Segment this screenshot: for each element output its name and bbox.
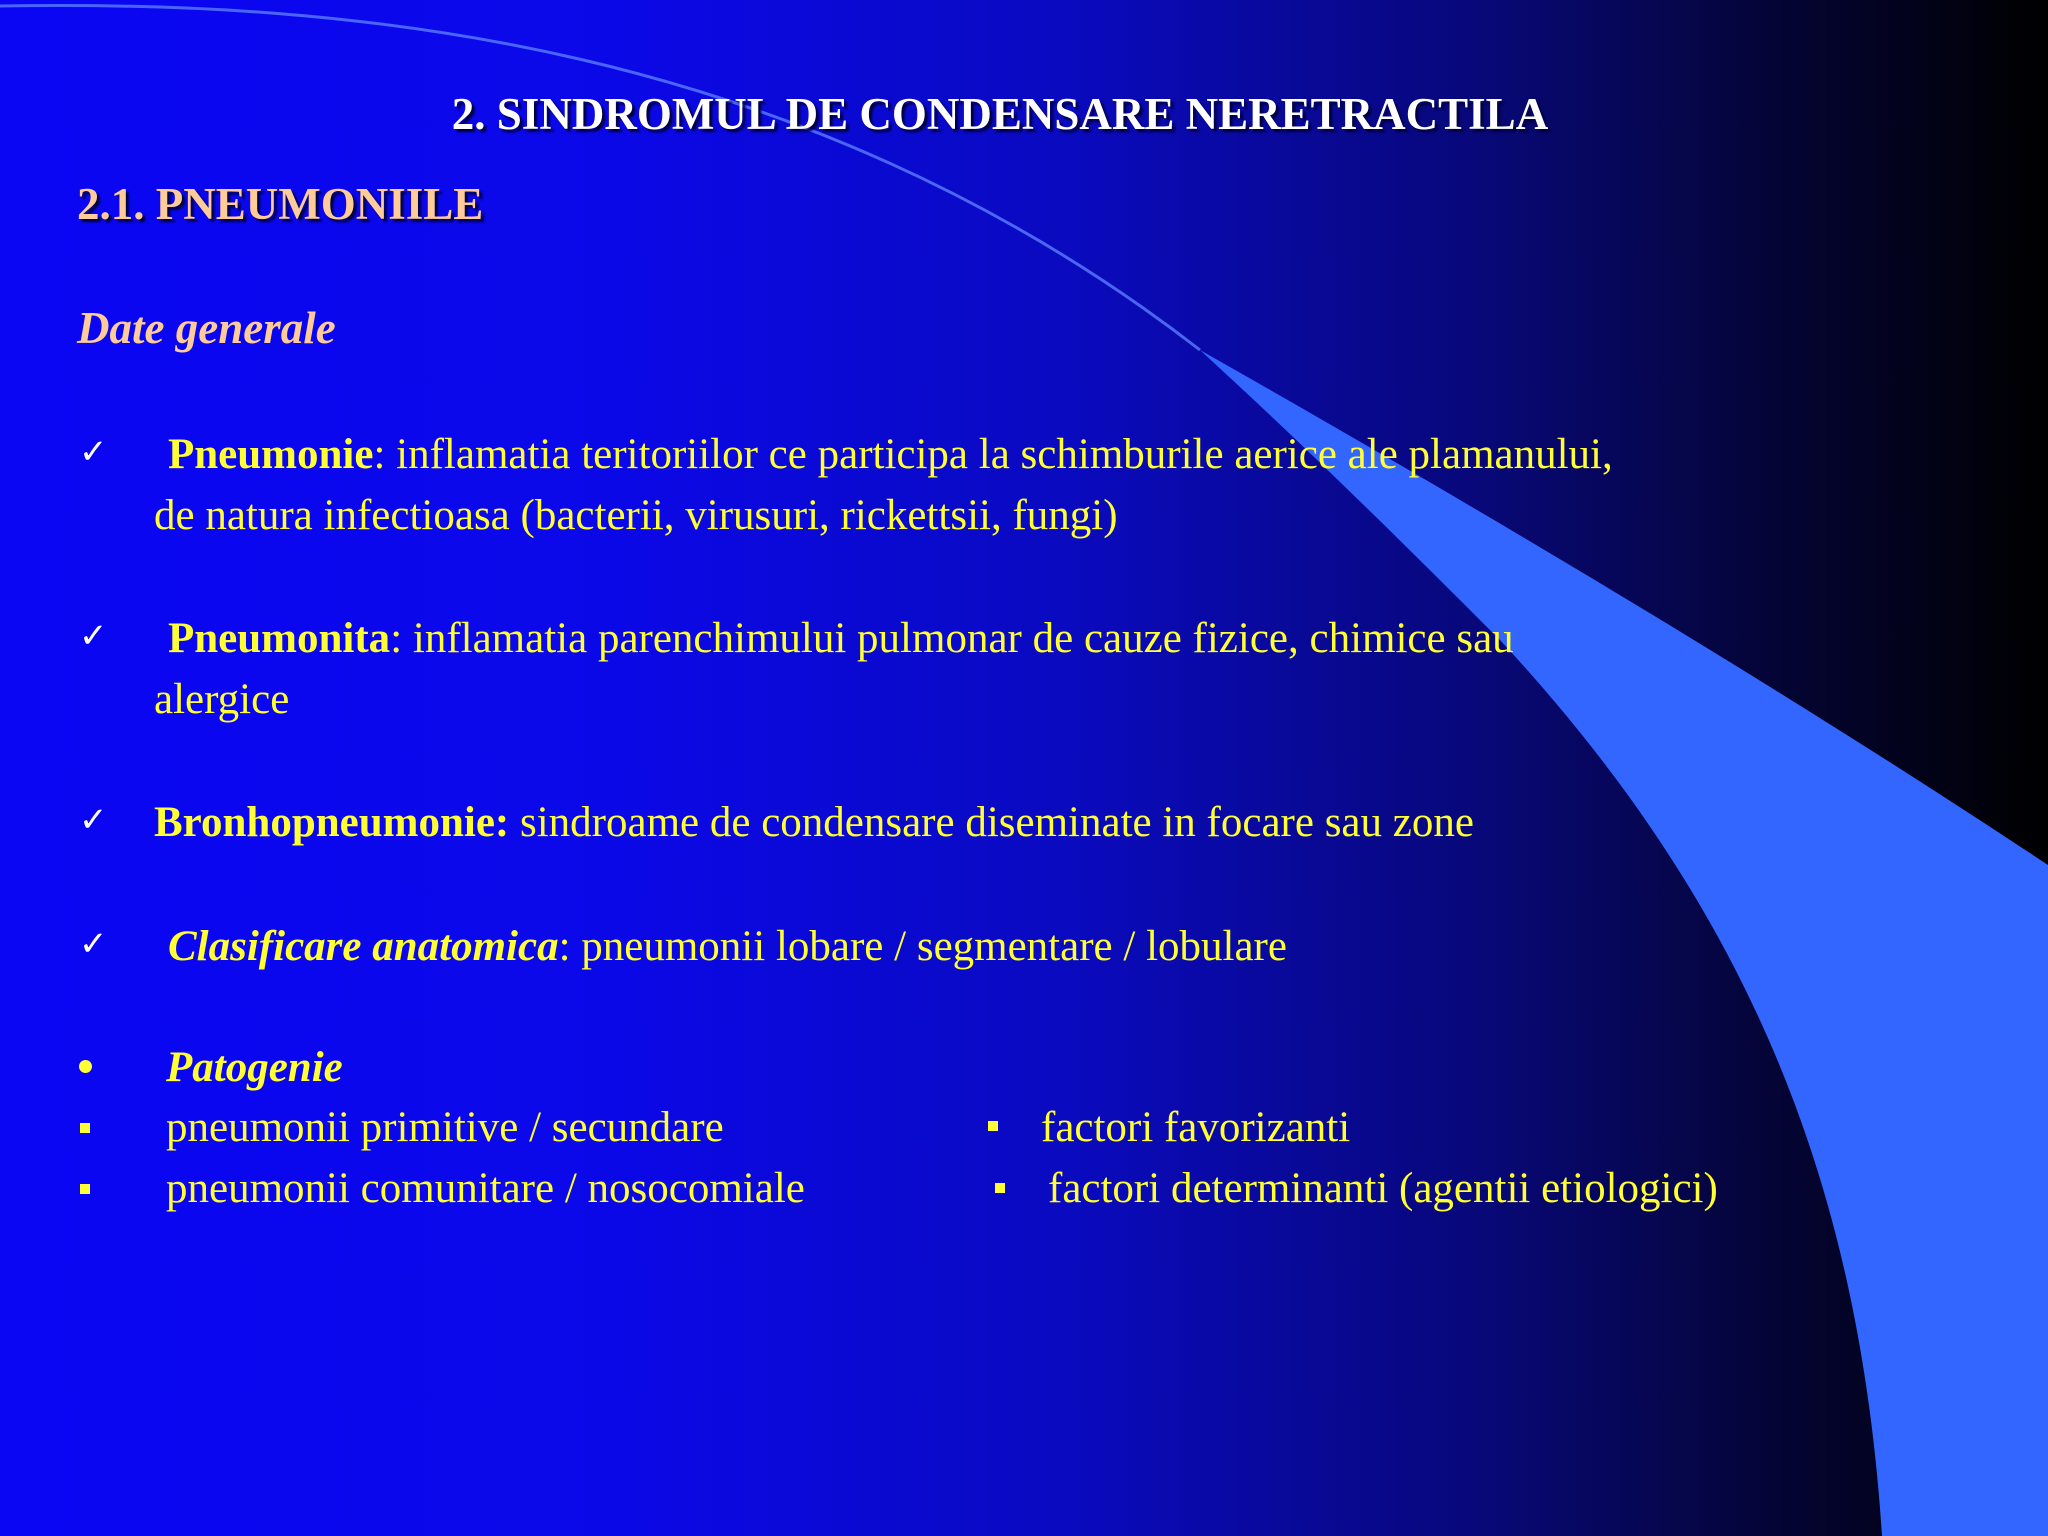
patogenie-right-item: factori favorizanti: [1041, 1104, 1351, 1151]
definition-pneumonita-line2: alergice: [154, 676, 290, 723]
patogenie-heading: Patogenie: [166, 1044, 343, 1091]
date-generale-heading: Date generale: [77, 303, 336, 353]
slide-title: 2. SINDROMUL DE CONDENSARE NERETRACTILA: [451, 89, 1549, 139]
square-bullet-icon: [80, 1184, 90, 1194]
term-bronhopneumonie: Bronhopneumonie:: [154, 799, 510, 846]
definition-bronhopneumonie: [154, 792, 1474, 853]
definition-pneumonita-text: : inflamatia parenchimului pulmonar de cauze fizice, chimice sau: [390, 615, 1514, 662]
square-bullet-icon: [988, 1121, 998, 1131]
checkmark-icon: ✓: [79, 434, 108, 471]
term-pneumonita: Pneumonita: [168, 615, 391, 662]
definition-pneumonie-line1: [168, 424, 1613, 485]
definition-pneumonie-line2: de natura infectioasa (bacterii, virusuri, rickettsii, fungi): [154, 492, 1118, 539]
definition-pneumonita-line1: [168, 608, 1514, 669]
term-pneumonie: Pneumonie: [168, 431, 374, 478]
patogenie-right-item: factori determinanti (agentii etiologici): [1048, 1165, 1718, 1212]
definition-clasificare: [168, 916, 1287, 977]
patogenie-left-item: pneumonii comunitare / nosocomiale: [166, 1165, 805, 1212]
definition-bronhopneumonie-text: sindroame de condensare diseminate in focare sau zone: [509, 799, 1474, 846]
swoosh-band: [1200, 350, 2048, 1536]
checkmark-icon: ✓: [79, 618, 108, 655]
square-bullet-icon: [80, 1123, 90, 1133]
checkmark-icon: ✓: [79, 926, 108, 963]
section-subtitle: 2.1. PNEUMONIILE: [77, 179, 484, 229]
patogenie-left-item: pneumonii primitive / secundare: [166, 1104, 724, 1151]
bullet-dot-icon: [79, 1060, 92, 1073]
checkmark-icon: ✓: [79, 802, 108, 839]
definition-clasificare-text: : pneumonii lobare / segmentare / lobulare: [558, 923, 1287, 970]
square-bullet-icon: [995, 1183, 1005, 1193]
definition-pneumonie-text: : inflamatia teritoriilor ce participa la schimburile aerice ale plamanului,: [373, 431, 1613, 478]
term-clasificare-anatomica: Clasificare anatomica: [168, 923, 559, 970]
